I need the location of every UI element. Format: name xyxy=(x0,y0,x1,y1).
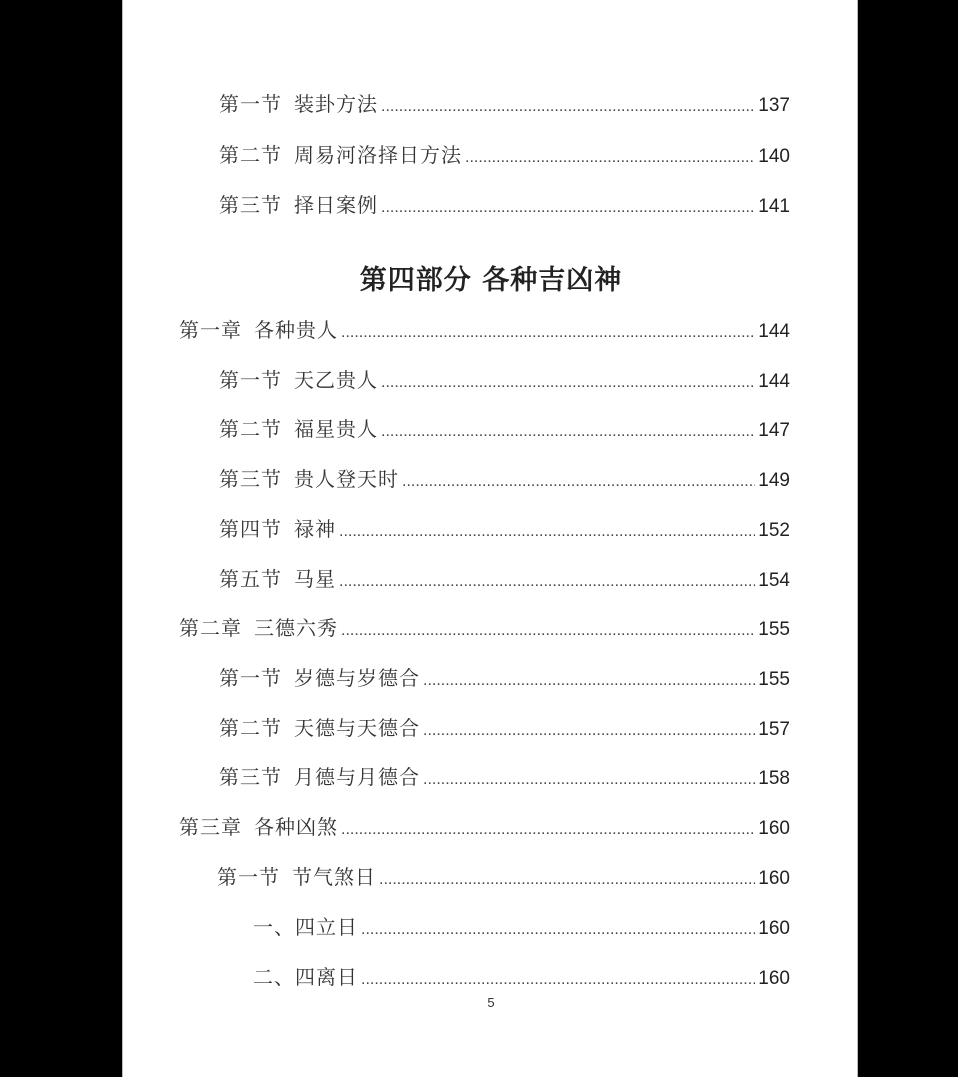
dot-leader xyxy=(381,199,755,217)
toc-chapter xyxy=(179,811,790,840)
part-heading: 第四部分 各种吉凶神 xyxy=(359,265,623,296)
toc-entry-page: 160 xyxy=(758,868,790,889)
dot-leader xyxy=(402,473,755,491)
dot-leader xyxy=(423,672,755,690)
toc-entry-title: 各种贵人 xyxy=(254,318,338,342)
dot-leader xyxy=(341,622,755,640)
toc-entry-title: 月德与月德合 xyxy=(294,765,420,789)
dot-leader xyxy=(339,523,755,541)
toc-entry-label: 第一节 xyxy=(219,92,282,116)
toc-entry-title: 岁德与岁德合 xyxy=(294,666,420,690)
dot-leader xyxy=(339,573,755,591)
toc-entry xyxy=(219,189,790,218)
toc-entry-title: 各种凶煞 xyxy=(254,815,338,839)
toc-entry xyxy=(219,463,790,492)
toc-entry-page: 157 xyxy=(758,719,790,740)
toc-entry-title: 四立日 xyxy=(295,915,358,939)
toc-entry-page: 160 xyxy=(758,968,790,989)
dot-leader xyxy=(381,374,755,392)
toc-entry xyxy=(219,761,790,790)
toc-entry-label: 第一节 xyxy=(219,368,282,392)
toc-entry-label: 第四节 xyxy=(219,517,282,541)
document-page xyxy=(122,0,858,1077)
toc-entry-label: 第三节 xyxy=(219,193,282,217)
toc-subentry xyxy=(253,911,790,940)
toc-subentry xyxy=(253,961,790,990)
toc-entry-label: 第二节 xyxy=(219,716,282,740)
toc-entry xyxy=(219,712,790,741)
dot-leader xyxy=(341,821,755,839)
toc-entry-title: 天乙贵人 xyxy=(294,368,378,392)
toc-entry-title: 周易河洛择日方法 xyxy=(294,143,462,167)
toc-entry xyxy=(219,513,790,542)
toc-entry-title: 马星 xyxy=(294,567,336,591)
page-number: 5 xyxy=(487,995,495,1010)
toc-entry-page: 137 xyxy=(758,95,790,116)
toc-entry-title: 装卦方法 xyxy=(294,92,378,116)
toc-entry-page: 158 xyxy=(758,768,790,789)
toc-entry-page: 149 xyxy=(758,470,790,491)
toc-entry-page: 155 xyxy=(758,669,790,690)
toc-chapter xyxy=(179,314,790,343)
toc-entry-label: 第三节 xyxy=(219,467,282,491)
toc-entry-label: 第一章 xyxy=(179,318,242,342)
dot-leader xyxy=(361,921,755,939)
dot-leader xyxy=(341,324,755,342)
toc-entry-page: 144 xyxy=(758,321,790,342)
toc-entry-title: 三德六秀 xyxy=(254,616,338,640)
toc-entry-page: 154 xyxy=(758,570,790,591)
dot-leader xyxy=(361,971,755,989)
toc-entry xyxy=(219,413,790,442)
toc-entry-title: 贵人登天时 xyxy=(294,467,399,491)
toc-entry xyxy=(219,563,790,592)
toc-entry-title: 节气煞日 xyxy=(292,865,376,889)
toc-chapter xyxy=(179,612,790,641)
dot-leader xyxy=(465,149,755,167)
toc-entry-label: 第一节 xyxy=(219,666,282,690)
toc-entry-page: 141 xyxy=(758,196,790,217)
toc-entry xyxy=(219,662,790,691)
toc-entry-label: 第二章 xyxy=(179,616,242,640)
toc-entry-label: 二、 xyxy=(253,965,295,989)
toc-entry-title: 四离日 xyxy=(295,965,358,989)
toc-entry-page: 144 xyxy=(758,371,790,392)
toc-entry xyxy=(219,364,790,393)
toc-entry-title: 禄神 xyxy=(294,517,336,541)
dot-leader xyxy=(379,871,755,889)
toc-entry-page: 140 xyxy=(758,146,790,167)
toc-entry-label: 第一节 xyxy=(217,865,280,889)
dot-leader xyxy=(381,98,755,116)
toc-entry-title: 福星贵人 xyxy=(294,417,378,441)
toc-entry-label: 第三章 xyxy=(179,815,242,839)
toc-entry-title: 天德与天德合 xyxy=(294,716,420,740)
toc-entry xyxy=(219,139,790,168)
toc-entry-page: 155 xyxy=(758,619,790,640)
toc-entry-page: 152 xyxy=(758,520,790,541)
toc-entry-label: 第五节 xyxy=(219,567,282,591)
dot-leader xyxy=(381,423,755,441)
toc-entry-label: 第三节 xyxy=(219,765,282,789)
toc-entry xyxy=(217,861,790,890)
dot-leader xyxy=(423,771,755,789)
toc-entry-title: 择日案例 xyxy=(294,193,378,217)
toc-entry-label: 第二节 xyxy=(219,143,282,167)
toc-entry-label: 一、 xyxy=(253,915,295,939)
toc-entry-page: 147 xyxy=(758,420,790,441)
toc-entry xyxy=(219,88,790,117)
toc-entry-page: 160 xyxy=(758,918,790,939)
dot-leader xyxy=(423,722,755,740)
toc-entry-page: 160 xyxy=(758,818,790,839)
toc-entry-label: 第二节 xyxy=(219,417,282,441)
